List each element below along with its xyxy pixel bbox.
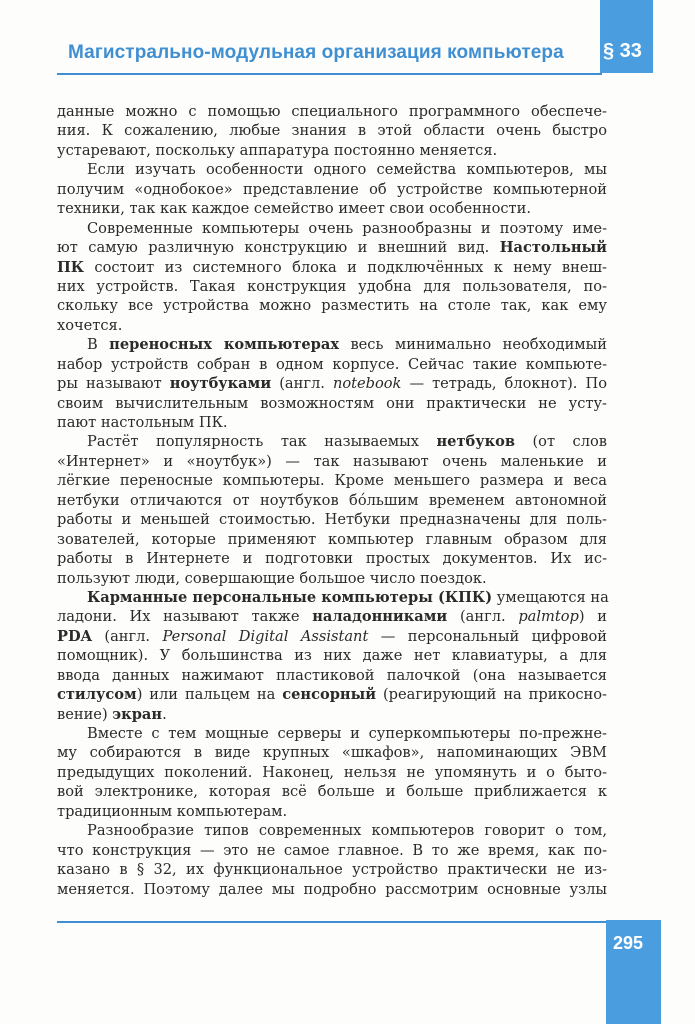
text-line	[57, 374, 607, 393]
text-run: вой электронике, которая всё больше и больше приближается к	[57, 783, 607, 801]
bold-term: PDA	[57, 627, 92, 645]
text-run: техники, так как каждое семейство имеет свои особенности.	[57, 200, 531, 218]
text-run: — персональный цифровой	[368, 627, 607, 645]
text-line	[57, 666, 607, 685]
text-run: лёгкие переносные компьютеры. Кроме меньшего размера и веса	[57, 472, 607, 490]
text-line	[57, 685, 607, 704]
footer-rule	[57, 921, 607, 923]
text-line	[57, 491, 607, 510]
text-line	[57, 471, 607, 490]
page-number: 295	[613, 933, 644, 953]
text-line	[57, 121, 607, 140]
text-run: зователей, которые применяют компьютер главным образом для	[57, 530, 607, 548]
text-line	[57, 530, 607, 549]
text-run: му собираются в виде крупных «шкафов», напоминающих ЭВМ	[57, 744, 607, 762]
text-line	[57, 627, 607, 646]
text-run: состоит из системного блока и подключённых к нему внеш-	[84, 258, 607, 276]
text-line	[57, 180, 607, 199]
text-run: ) или пальцем на	[136, 686, 283, 704]
text-run: Вместе с тем мощные серверы и суперкомпьютеры по-прежне-	[87, 725, 607, 742]
paragraph	[57, 102, 607, 160]
bold-term: переносных компьютерах	[109, 336, 340, 354]
bold-term: Карманные персональные компьютеры (КПК)	[87, 588, 493, 606]
italic-term: palmtop	[518, 608, 579, 626]
text-run: (от слов	[514, 433, 607, 451]
text-line	[57, 841, 607, 860]
text-run: них устройств. Такая конструкция удобна для пользователя, по-	[57, 277, 607, 295]
text-line	[57, 160, 607, 179]
text-run: В	[87, 336, 110, 354]
text-run: скольку все устройства можно разместить на столе так, как ему	[57, 297, 607, 315]
text-line	[57, 141, 607, 160]
text-run: (англ.	[91, 627, 163, 645]
text-line	[57, 413, 607, 432]
text-line	[57, 743, 607, 762]
text-line	[57, 705, 607, 724]
text-line	[57, 588, 607, 607]
text-run: что конструкция — это не самое главное. В то же время, как по-	[57, 841, 607, 859]
text-run: хочется.	[57, 316, 123, 334]
text-run: Если изучать особенности одного семейства компьютеров, мы	[87, 161, 607, 179]
text-run: пользуют люди, совершающие большое число поездок.	[57, 569, 487, 587]
text-run: — тетрадь, блокнот). По	[401, 375, 607, 393]
text-line	[57, 821, 607, 840]
text-run: нетбуки отличаются от ноутбуков бóльшим временем автономной	[57, 491, 607, 509]
text-run: предыдущих поколений. Наконец, нельзя не упомянуть и о быто-	[57, 763, 607, 781]
text-run: Растёт популярность так называемых	[87, 433, 437, 451]
bold-term: ноутбуками	[169, 375, 272, 393]
text-run: меняется. Поэтому далее мы подробно рассмотрим основные узлы	[57, 880, 607, 898]
paragraph	[57, 160, 607, 218]
text-line	[57, 510, 607, 529]
text-line	[57, 569, 607, 588]
paragraph	[57, 432, 607, 588]
text-line	[57, 394, 607, 413]
text-run: (англ.	[271, 375, 333, 393]
text-line	[57, 802, 607, 821]
text-run: пают настольным ПК.	[57, 414, 228, 431]
text-line	[57, 782, 607, 801]
text-line	[57, 432, 607, 451]
text-line	[57, 549, 607, 568]
text-line	[57, 452, 607, 471]
text-run: вение)	[57, 705, 113, 723]
italic-term: notebook	[332, 375, 402, 393]
paragraph	[57, 335, 607, 432]
text-run: данные можно с помощью специального программного обеспече-	[57, 103, 607, 120]
text-line	[57, 102, 607, 121]
bold-term: ПК	[57, 258, 85, 276]
section-number: § 33	[603, 40, 642, 62]
text-run: умещаются на	[492, 588, 609, 606]
text-line	[57, 355, 607, 374]
paragraph	[57, 821, 607, 899]
bold-term: наладонниками	[312, 608, 448, 626]
text-run: работы и меньшей стоимостью. Нетбуки предназначены для поль-	[57, 511, 607, 529]
paragraph	[57, 724, 607, 821]
italic-term: Personal Digital Assistant	[162, 627, 369, 645]
text-run: ладони. Их называют также	[57, 608, 313, 626]
bold-term: стилусом	[57, 686, 137, 704]
text-run: традиционным компьютерам.	[57, 802, 288, 820]
text-run: (реагирующий на прикосно-	[376, 686, 607, 704]
text-run: получим «однобокое» представление об устройстве компьютерной	[57, 180, 607, 198]
text-run: ) и	[578, 608, 607, 626]
running-header-title: Магистрально-модульная организация компьютера	[68, 42, 564, 63]
text-line	[57, 296, 607, 315]
text-run: (англ.	[447, 608, 519, 626]
text-line	[57, 880, 607, 899]
text-run: работы в Интернете и подготовки простых документов. Их ис-	[57, 550, 607, 568]
text-run: Современные компьютеры очень разнообразны и поэтому име-	[87, 219, 607, 237]
text-line	[57, 258, 607, 277]
text-line	[57, 607, 607, 626]
text-run: ют самую различную конструкцию и внешний вид.	[57, 239, 500, 257]
text-line	[57, 219, 607, 238]
text-run: весь минимально необходимый	[339, 336, 607, 354]
text-run: ния. К сожалению, любые знания в этой области очень быстро	[57, 122, 607, 140]
paragraph	[57, 219, 607, 336]
bold-term: сенсорный	[282, 686, 377, 704]
text-line	[57, 316, 607, 335]
text-line	[57, 646, 607, 665]
text-run: .	[162, 705, 167, 723]
text-run: «Интернет» и «ноутбук») — так называют очень маленькие и	[57, 452, 607, 470]
text-run: своим вычислительным возможностям они практически не усту-	[57, 394, 607, 412]
text-run: Разнообразие типов современных компьютеров говорит о том,	[87, 822, 607, 840]
text-run: ввода данных нажимают пластиковой палочкой (она называется	[57, 666, 607, 684]
text-line	[57, 763, 607, 782]
text-run: устаревают, поскольку аппаратура постоянно меняется.	[57, 141, 498, 159]
bold-term: Настольный	[499, 239, 607, 257]
text-line	[57, 724, 607, 743]
text-line	[57, 335, 607, 354]
text-line	[57, 238, 607, 257]
text-line	[57, 860, 607, 879]
text-line	[57, 199, 607, 218]
text-run: ры называют	[57, 375, 170, 393]
text-run: казано в § 32, их функциональное устройство практически не из-	[57, 861, 607, 879]
bold-term: экран	[112, 705, 163, 723]
header-rule	[57, 73, 602, 75]
text-line	[57, 277, 607, 296]
body-text	[57, 102, 607, 899]
paragraph	[57, 588, 607, 724]
text-run: помощник). У большинства из них даже нет клавиатуры, а для	[57, 647, 607, 665]
bold-term: нетбуков	[436, 433, 515, 451]
text-run: набор устройств собран в одном корпусе. Сейчас такие компьюте-	[57, 355, 607, 373]
